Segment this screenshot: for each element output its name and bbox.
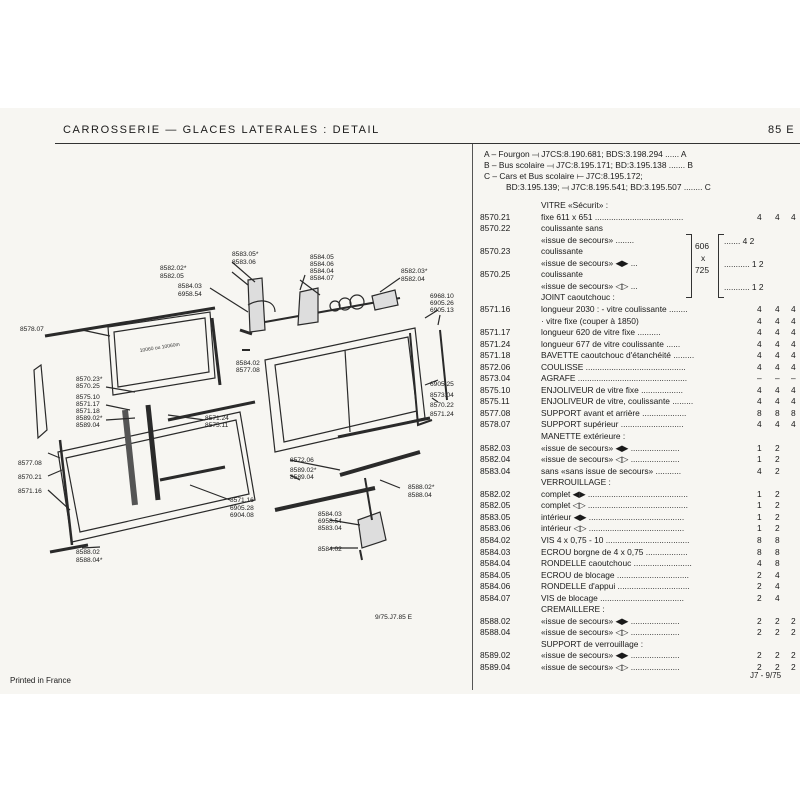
part-description: longueur 677 de vitre coulissante ...... bbox=[541, 338, 681, 349]
part-number: 8570.22 bbox=[480, 223, 511, 234]
qty-b: 4 bbox=[775, 327, 780, 338]
diagram-label: 8584.07 bbox=[310, 275, 334, 282]
qty-b: 2 bbox=[775, 442, 780, 453]
dimension-bracket-right bbox=[718, 234, 724, 298]
page-title: CARROSSERIE — GLACES LATERALES : DETAIL bbox=[63, 124, 380, 136]
diagram-label: 8583.06 bbox=[232, 259, 256, 266]
part-description: VIS de blocage .................................... bbox=[541, 592, 684, 603]
part-description: ENJOLIVEUR de vitre, coulissante ......... bbox=[541, 396, 694, 407]
diagram-label: 6968.10 bbox=[430, 293, 454, 300]
qty-b: 2 bbox=[775, 465, 780, 476]
qty-c: 4 bbox=[791, 419, 796, 430]
part-description: coulissante sans bbox=[541, 223, 603, 234]
qty-b: 8 bbox=[775, 407, 780, 418]
qty-c: 4 bbox=[791, 384, 796, 395]
qty-a: 8 bbox=[757, 546, 762, 557]
part-number: 8589.02 bbox=[480, 650, 511, 661]
part-number: 8570.21 bbox=[480, 211, 511, 222]
diagram-label: 8571.17 bbox=[76, 401, 100, 408]
qty-b: 4 bbox=[775, 338, 780, 349]
qty-b: 2 bbox=[775, 454, 780, 465]
qty-b: 2 bbox=[775, 662, 780, 672]
diagram-label: 8577.08 bbox=[18, 460, 42, 467]
qty-a: 1 bbox=[757, 523, 762, 534]
part-number: 8575.10 bbox=[480, 384, 511, 395]
diagram-label: 6958.54 bbox=[318, 518, 342, 525]
qty-a: 8 bbox=[757, 534, 762, 545]
diagram-label: 6905.28 bbox=[230, 505, 254, 512]
page-reference: J7 - 9/75 bbox=[750, 671, 782, 680]
qty-a: 4 bbox=[757, 465, 762, 476]
qty-a: 4 bbox=[757, 350, 762, 361]
part-number: 8583.05 bbox=[480, 511, 511, 522]
diagram-label: 8577.08 bbox=[236, 367, 260, 374]
qty-a: 4 bbox=[757, 338, 762, 349]
qty-a: – bbox=[757, 373, 762, 384]
part-description: BAVETTE caoutchouc d'étanchéité ......... bbox=[541, 350, 695, 361]
part-description: intérieur ◁▷ ......................................... bbox=[541, 523, 685, 534]
part-description: «issue de secours» ◁▷ ..................... bbox=[541, 454, 680, 465]
part-description: coulissante bbox=[541, 246, 583, 257]
qty-a: 2 bbox=[757, 569, 762, 580]
qty-a: 4 bbox=[757, 361, 762, 372]
qty-c: 4 bbox=[791, 211, 796, 222]
part-description: SUPPORT supérieur ........................... bbox=[541, 419, 684, 430]
key-line-c2: BD:3.195.139; ⟞ J7C:8.195.541; BD:3.195.507 ........ C bbox=[506, 182, 711, 192]
qty-a: 4 bbox=[757, 419, 762, 430]
qty-b: 4 bbox=[775, 303, 780, 314]
qty-b: 4 bbox=[775, 581, 780, 592]
diagram-label: 8582.05 bbox=[160, 273, 184, 280]
qty-b: 2 bbox=[775, 500, 780, 511]
bracket-qty-1: ....... 4 2 bbox=[724, 236, 755, 246]
part-number: 8582.03 bbox=[480, 442, 511, 453]
diagram-label: 8588.02* bbox=[408, 484, 435, 491]
diagram-label: 8588.04* bbox=[76, 557, 103, 564]
diagram-label: 8582.02* bbox=[160, 265, 187, 272]
qty-b: – bbox=[775, 373, 780, 384]
qty-a: 1 bbox=[757, 511, 762, 522]
diagram-label: 8570.25 bbox=[76, 383, 100, 390]
diagram-label: 8571.16 bbox=[18, 488, 42, 495]
qty-a: 8 bbox=[757, 407, 762, 418]
qty-b: 2 bbox=[775, 523, 780, 534]
diagram-label: 8571.24 bbox=[430, 411, 454, 418]
qty-a: 4 bbox=[757, 315, 762, 326]
qty-b: 2 bbox=[775, 650, 780, 661]
qty-a: 1 bbox=[757, 454, 762, 465]
dimension-x: x bbox=[701, 253, 706, 263]
qty-c: 2 bbox=[791, 615, 796, 626]
section-heading: VITRE «Sécurit» : bbox=[541, 200, 609, 210]
diagram-label: 8588.04 bbox=[408, 492, 432, 499]
part-description: «issue de secours» ◁▷ ... bbox=[541, 280, 638, 291]
qty-a: 2 bbox=[757, 615, 762, 626]
svg-text:10060 ou 10060m: 10060 ou 10060m bbox=[139, 341, 181, 354]
part-description: «issue de secours» ◀▶ ..................... bbox=[541, 650, 680, 661]
bracket-qty-3: ........... 1 2 bbox=[724, 282, 764, 292]
qty-b: 8 bbox=[775, 534, 780, 545]
diagram-label: 6905.26 bbox=[430, 300, 454, 307]
qty-a: 4 bbox=[757, 558, 762, 569]
section-heading: VERROUILLAGE : bbox=[541, 477, 611, 488]
qty-c: 2 bbox=[791, 627, 796, 638]
diagram-label: 8584.05 bbox=[310, 254, 334, 261]
qty-c: 4 bbox=[791, 361, 796, 372]
part-description: fixe 611 x 651 ...................................... bbox=[541, 211, 684, 222]
part-number: 8588.04 bbox=[480, 627, 511, 638]
diagram-label: 8584.04 bbox=[310, 268, 334, 275]
diagram-label: 6905.13 bbox=[430, 307, 454, 314]
part-description: intérieur ◀▶ ......................................... bbox=[541, 511, 685, 522]
diagram-label: 8584.03 bbox=[178, 283, 202, 290]
qty-a: 1 bbox=[757, 488, 762, 499]
qty-a: 1 bbox=[757, 442, 762, 453]
bracket-qty-2: ........... 1 2 bbox=[724, 259, 764, 269]
qty-a: 4 bbox=[757, 396, 762, 407]
qty-b: 4 bbox=[775, 569, 780, 580]
part-number: 8573.04 bbox=[480, 373, 511, 384]
qty-a: 4 bbox=[757, 327, 762, 338]
qty-c: 4 bbox=[791, 303, 796, 314]
diagram-label: 8570.22 bbox=[430, 402, 454, 409]
part-description: complet ◁▷ ........................................... bbox=[541, 500, 688, 511]
part-description: «issue de secours» ◁▷ ..................... bbox=[541, 627, 680, 638]
qty-b: 2 bbox=[775, 615, 780, 626]
part-description: COULISSE ........................................... bbox=[541, 361, 686, 372]
part-number: 8582.05 bbox=[480, 500, 511, 511]
qty-a: 4 bbox=[757, 303, 762, 314]
qty-c: 4 bbox=[791, 315, 796, 326]
diagram-label: 8578.07 bbox=[20, 326, 44, 333]
part-description: «issue de secours» ◁▷ ..................... bbox=[541, 662, 680, 672]
printed-in-france: Printed in France bbox=[10, 676, 71, 685]
qty-b: 4 bbox=[775, 361, 780, 372]
part-description: ECROU de blocage ............................... bbox=[541, 569, 690, 580]
diagram-label: 8584.06 bbox=[310, 261, 334, 268]
section-heading: SUPPORT de verrouillage : bbox=[541, 638, 644, 649]
qty-b: 8 bbox=[775, 558, 780, 569]
sliding-window-frame bbox=[265, 328, 425, 452]
qty-b: 2 bbox=[775, 511, 780, 522]
section-heading: MANETTE extérieure : bbox=[541, 431, 626, 441]
figure-code: 9/75.J7.85 E bbox=[375, 614, 413, 621]
key-line-b: B – Bus scolaire ⟞ J7C:8.195.171; BD:3.195.138 ....... B bbox=[484, 160, 693, 170]
part-number: 8575.11 bbox=[480, 396, 510, 407]
qty-a: 2 bbox=[757, 627, 762, 638]
key-line-c: C – Cars et Bus scolaire ⟝ J7C:8.195.172; bbox=[484, 171, 643, 181]
part-description: «issue de secours» ◀▶ ..................... bbox=[541, 442, 680, 453]
part-number: 8583.04 bbox=[480, 465, 511, 476]
part-number: 8582.04 bbox=[480, 454, 511, 465]
dimension-top: 606 bbox=[695, 241, 709, 251]
qty-b: 4 bbox=[775, 350, 780, 361]
qty-c: 4 bbox=[791, 338, 796, 349]
diagram-label: 8582.04 bbox=[401, 276, 425, 283]
diagram-label: 8589.02* bbox=[76, 415, 103, 422]
qty-b: 4 bbox=[775, 419, 780, 430]
part-number: 8571.24 bbox=[480, 338, 511, 349]
part-number: 8584.02 bbox=[480, 534, 511, 545]
qty-b: 4 bbox=[775, 396, 780, 407]
key-line-a: A – Fourgon ⟞ J7CS:8.190.681; BDS:3.198.294 ...... A bbox=[484, 149, 687, 159]
diagram-label: 8583.05* bbox=[232, 251, 259, 258]
part-number: 8582.02 bbox=[480, 488, 511, 499]
part-description: · vitre fixe (couper à 1850) bbox=[541, 315, 639, 326]
diagram-label: 8589.04 bbox=[76, 422, 100, 429]
diagram-label: 8575.11 bbox=[205, 422, 229, 429]
qty-a: 4 bbox=[757, 384, 762, 395]
qty-c: 2 bbox=[791, 662, 796, 672]
section-heading: JOINT caoutchouc : bbox=[541, 292, 615, 303]
qty-a: 4 bbox=[757, 211, 762, 222]
section-heading: CREMAILLERE : bbox=[541, 604, 605, 615]
part-number: 8577.08 bbox=[480, 407, 511, 418]
diagram-label: 8584.03 bbox=[318, 511, 342, 518]
part-description: AGRAFE ............................................... bbox=[541, 373, 688, 384]
qty-c: 2 bbox=[791, 650, 796, 661]
part-number: 8584.07 bbox=[480, 592, 511, 603]
part-description: ENJOLIVEUR de vitre fixe .................. bbox=[541, 384, 683, 395]
qty-c: 4 bbox=[791, 327, 796, 338]
diagram-label: 8571.24 bbox=[205, 415, 229, 422]
part-number: 8578.07 bbox=[480, 419, 511, 430]
qty-a: 2 bbox=[757, 650, 762, 661]
qty-a: 2 bbox=[757, 592, 762, 603]
qty-c: 8 bbox=[791, 407, 796, 418]
qty-b: 4 bbox=[775, 384, 780, 395]
front-support bbox=[34, 365, 47, 438]
diagram-label: 8584.02 bbox=[318, 546, 342, 553]
part-description: RONDELLE caoutchouc ......................... bbox=[541, 558, 692, 569]
part-description: coulissante bbox=[541, 269, 583, 280]
diagram-label: 6905.25 bbox=[430, 381, 454, 388]
diagram-label: 6958.54 bbox=[178, 291, 202, 298]
qty-b: 4 bbox=[775, 315, 780, 326]
part-number: 8571.17 bbox=[480, 327, 511, 338]
qty-b: 4 bbox=[775, 211, 780, 222]
diagram-label: 6904.08 bbox=[230, 512, 254, 519]
part-number: 8570.23 bbox=[480, 246, 511, 257]
diagram-label: 8571.16 bbox=[230, 497, 254, 504]
diagram-label: 8584.02 bbox=[236, 360, 260, 367]
qty-c: – bbox=[791, 373, 796, 384]
part-description: ECROU borgne de 4 x 0,75 .................. bbox=[541, 546, 688, 557]
qty-b: 4 bbox=[775, 592, 780, 603]
part-description: longueur 620 de vitre fixe .......... bbox=[541, 327, 661, 338]
qty-a: 2 bbox=[757, 581, 762, 592]
part-description: «issue de secours» ........ bbox=[541, 234, 635, 245]
part-description: SUPPORT avant et arrière ................... bbox=[541, 407, 687, 418]
qty-a: 1 bbox=[757, 500, 762, 511]
part-description: RONDELLE d'appui ............................... bbox=[541, 581, 690, 592]
part-number: 8584.04 bbox=[480, 558, 511, 569]
diagram-label: 8572.06 bbox=[290, 457, 314, 464]
part-number: 8588.02 bbox=[480, 615, 511, 626]
diagram-label: 8571.18 bbox=[76, 408, 100, 415]
diagram-label: 8589.02* bbox=[290, 467, 317, 474]
part-number: 8571.18 bbox=[480, 350, 511, 361]
part-description: complet ◀▶ ........................................... bbox=[541, 488, 688, 499]
part-description: sans «sans issue de secours» ........... bbox=[541, 465, 682, 476]
diagram-label: 8588.02 bbox=[76, 549, 100, 556]
diagram-label: 8582.03* bbox=[401, 268, 428, 275]
diagram-label: 8573.04 bbox=[430, 392, 454, 399]
diagram-label: 8575.10 bbox=[76, 394, 100, 401]
qty-b: 2 bbox=[775, 627, 780, 638]
qty-c: 4 bbox=[791, 396, 796, 407]
part-number: 8589.04 bbox=[480, 662, 511, 672]
diagram-label: 8570.23* bbox=[76, 376, 103, 383]
part-description: longueur 2030 : - vitre coulissante ........ bbox=[541, 303, 688, 314]
part-number: 8570.25 bbox=[480, 269, 511, 280]
qty-a: 2 bbox=[757, 662, 762, 672]
part-description: «issue de secours» ◀▶ ..................... bbox=[541, 615, 680, 626]
part-number: 8584.03 bbox=[480, 546, 511, 557]
part-number: 8571.16 bbox=[480, 303, 511, 314]
qty-c: 4 bbox=[791, 350, 796, 361]
page-code: 85 E bbox=[768, 124, 795, 136]
dimension-bottom: 725 bbox=[695, 265, 709, 275]
dimension-bracket-left bbox=[686, 234, 692, 298]
diagram-label: 8583.04 bbox=[318, 525, 342, 532]
part-number: 8572.06 bbox=[480, 361, 511, 372]
qty-b: 8 bbox=[775, 546, 780, 557]
diagram-label: 8570.21 bbox=[18, 474, 42, 481]
part-number: 8583.06 bbox=[480, 523, 511, 534]
qty-b: 2 bbox=[775, 488, 780, 499]
part-description: VIS 4 x 0,75 - 10 .................................... bbox=[541, 534, 690, 545]
diagram-label: 8589.04 bbox=[290, 474, 314, 481]
part-description: «issue de secours» ◀▶ ... bbox=[541, 257, 638, 268]
part-number: 8584.05 bbox=[480, 569, 511, 580]
part-number: 8584.06 bbox=[480, 581, 511, 592]
